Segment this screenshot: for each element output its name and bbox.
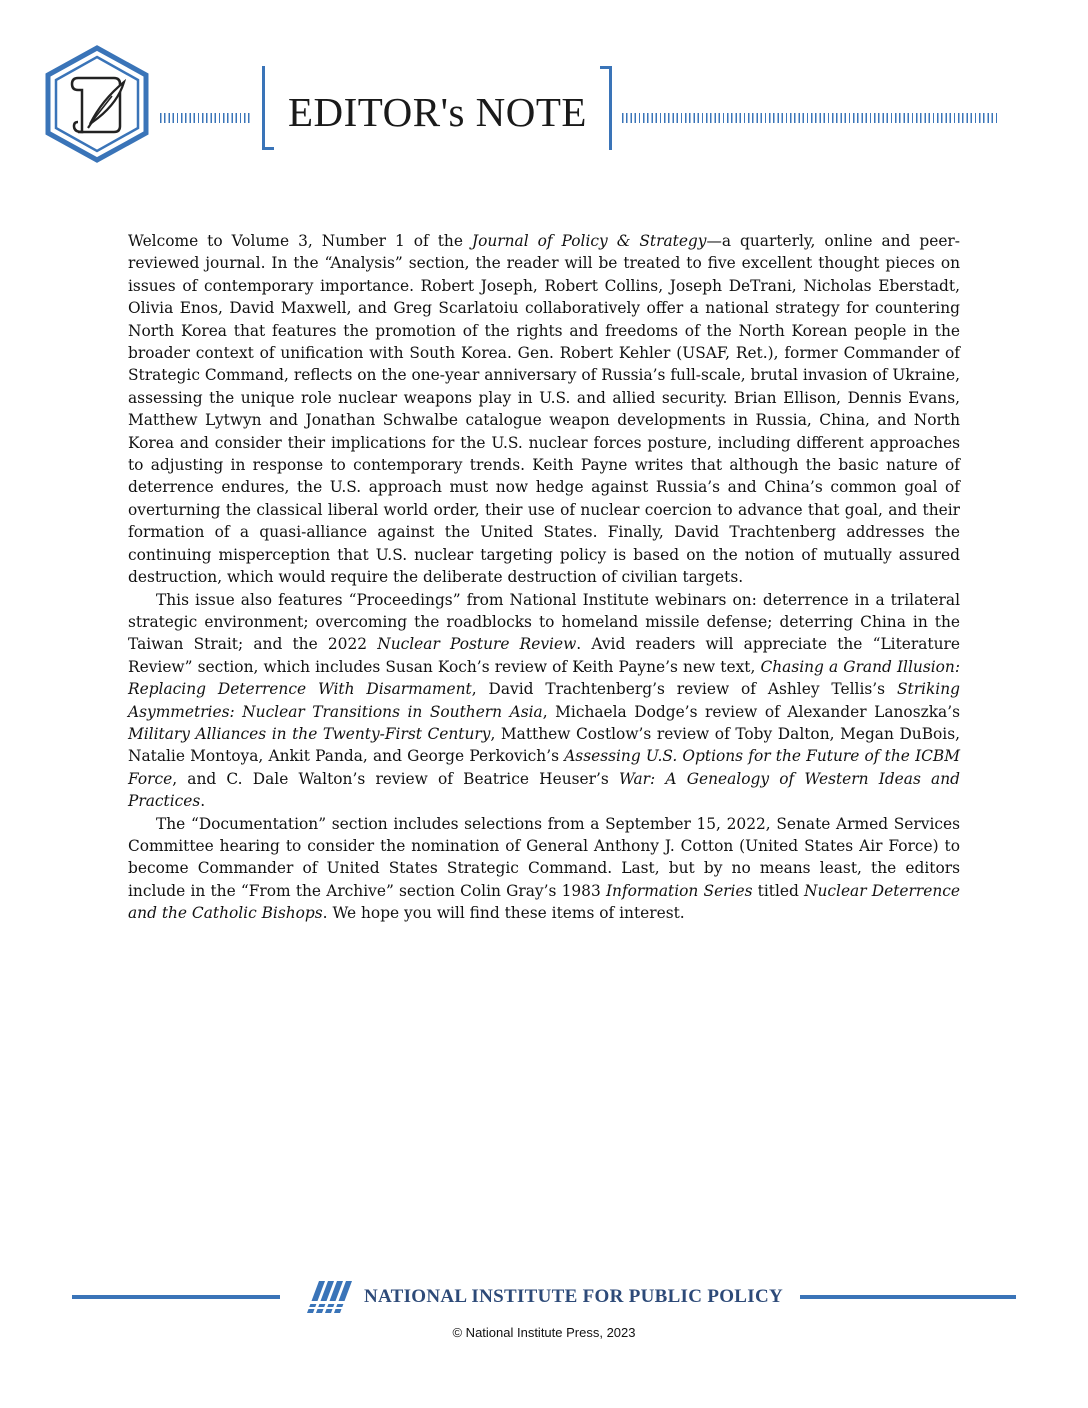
paragraph-documentation — [128, 813, 960, 925]
publication-title: Nuclear Posture Review — [377, 635, 577, 654]
text-span: , and C. Dale Walton’s review of Beatrice Heuser’s — [172, 769, 619, 788]
text-span: . — [200, 792, 206, 811]
journal-title: Journal of Policy & Strategy — [471, 232, 707, 250]
text-span: . We hope you will find these items of interest. — [322, 904, 685, 923]
book-title: Chasing a Grand Illusion: Replacing Deterrence With Disarmament — [128, 657, 961, 699]
page-title: EDITOR's NOTE — [288, 89, 587, 135]
series-title: Information Series — [605, 881, 753, 900]
text-span: Welcome to Volume 3, Number 1 of the — [128, 232, 472, 250]
text-span: , David Trachtenberg’s review of Ashley Tellis’s — [471, 680, 897, 699]
footer-rule-left — [72, 1295, 280, 1299]
header-tick-bar-left — [160, 113, 252, 123]
text-span: The “Documentation” section includes selections from a September 15, 2022, Senate Armed Services Committee hearing to consider the nomination of General Anthony J. Cotton (United States Air Force) to become Commander of United States Strategic Command. Last, but by no means least, the editors include in the “From the Archive” section Colin Gray’s 1983 — [128, 814, 960, 900]
title-bracket-right — [600, 66, 612, 150]
text-span: This issue also features “Proceedings” from National Institute webinars on: deterrence in a trilateral strategic environment; overcoming the roadblocks to homeland missile defense; deterring China in the Taiwan Strait; and the 2022 — [128, 590, 960, 654]
publication-title: Nuclear Deterrence and the Catholic Bishops — [128, 881, 960, 923]
copyright-notice: © National Institute Press, 2023 — [452, 1325, 636, 1340]
book-title: War: A Genealogy of Western Ideas and Practices — [128, 769, 960, 811]
header-title-frame — [262, 66, 612, 152]
header-tick-bar-right — [622, 113, 1000, 123]
book-title: Military Alliances in the Twenty-First Century — [128, 724, 491, 743]
institute-name: NATIONAL INSTITUTE FOR PUBLIC POLICY — [364, 1286, 784, 1307]
quill-scroll-icon — [42, 44, 152, 164]
footer-rule-right — [800, 1295, 1016, 1299]
editors-note-body — [128, 230, 960, 925]
title-bracket-left — [262, 66, 274, 150]
text-span: titled — [752, 881, 805, 900]
paragraph-proceedings — [128, 589, 960, 813]
book-title: Assessing U.S. Options for the Future of the ICBM Force — [128, 747, 960, 788]
book-title: Striking Asymmetries: Nuclear Transitions in Southern Asia — [128, 680, 960, 721]
text-span: . Avid readers will appreciate the “Literature Review” section, which includes Susan Koch’s review of Keith Payne’s new text, — [128, 635, 960, 676]
text-span: —a quarterly, online and peer-reviewed journal. In the “Analysis” section, the reader will be treated to five excellent thought pieces on issues of contemporary importance. Robert Joseph, Robert Collins, Joseph DeTrani, Nicholas Eberstadt, Olivia Enos, David Maxwell, and Greg Scarlatoiu collaboratively offer a national strategy for countering North Korea that features the promotion of the rights and freedoms of the North Korean people in the broader context of unification with South Korea. Gen. Robert Kehler (USAF, Ret.), former Commander of Strategic Command, reflects on the one-year anniversary of Russia’s full-scale, brutal invasion of Ukraine, assessing the unique role nuclear weapons play in U.S. and allied security. Brian Ellison, Dennis Evans, Matthew Lytwyn and Jonathan Schwalbe catalogue weapon developments in Russia, China, and North Korea and consider their implications for the U.S. nuclear forces posture, including different approaches to adjusting in response to contemporary trends. Keith Payne writes that although the basic nature of deterrence endures, the U.S. approach must now hedge against Russia’s and China’s common goal of overturning the classical liberal world order, their use of nuclear coercion to advance that goal, and their formation of a quasi-alliance against the United States. Finally, David Trachtenberg addresses the continuing misperception that U.S. nuclear targeting policy is based on the notion of mutually assured destruction, which would require the deliberate destruction of civilian targets. — [128, 232, 960, 587]
text-span: , Matthew Costlow’s review of Toby Dalton, Megan DuBois, Natalie Montoya, Ankit Panda, and George Perkovich’s — [128, 724, 960, 766]
text-span: , Michaela Dodge’s review of Alexander Lanoszka’s — [542, 702, 960, 721]
institute-stripes-logo — [303, 1279, 355, 1313]
paragraph-intro — [128, 230, 960, 589]
